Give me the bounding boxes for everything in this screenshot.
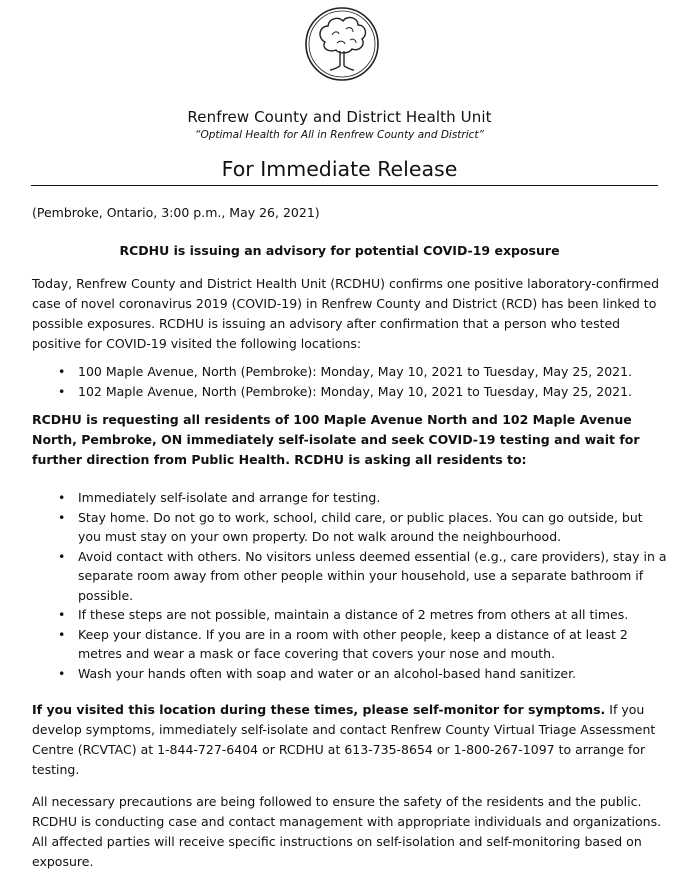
title-divider <box>31 185 658 186</box>
bullet-icon: • <box>58 490 66 505</box>
bullet-icon: • <box>58 607 66 622</box>
location-text: 102 Maple Avenue, North (Pembroke): Monday, May 10, 2021 to Tuesday, May 25, 2021. <box>78 383 633 399</box>
intro-paragraph: Today, Renfrew County and District Health Unit (RCDHU) confirms one positive laboratory-confirmed case of novel coronavirus 2019 (COVID-19) in Renfrew County and District (RCD) has been linked to possible exposures. RCDHU is issuing an advisory after confirmation that a person who tested positive for COVID-19 visited the following locations: <box>32 276 660 351</box>
bullet-icon: • <box>58 383 66 399</box>
organization-tagline: “Optimal Health for All in Renfrew County and District” <box>195 129 484 141</box>
list-item <box>0 508 668 547</box>
advisory-heading: RCDHU is issuing an advisory for potential COVID-19 exposure <box>119 243 560 258</box>
list-item <box>0 488 668 508</box>
self-monitor-lead: If you visited this location during these times, please self-monitor for symptoms. <box>32 702 606 717</box>
bullet-icon: • <box>58 364 66 379</box>
self-monitor-paragraph <box>32 700 664 780</box>
instruction-text: If these steps are not possible, maintain a distance of 2 metres from others at all times. <box>78 607 629 622</box>
list-item <box>0 362 668 382</box>
health-unit-logo <box>303 4 381 84</box>
instructions-list <box>0 488 679 683</box>
list-item <box>0 382 668 402</box>
bullet-icon: • <box>58 548 66 564</box>
release-title: For Immediate Release <box>221 157 458 181</box>
self-monitor-details: If you develop symptoms, immediately self-isolate and contact Renfrew County Virtual Triage Assessment Centre (RCVTAC) at 1-844-727-6404 or RCDHU at 613-735-8654 or 1-800-267-1097 to arrange for testing. <box>32 702 656 777</box>
bullet-icon: • <box>58 509 66 525</box>
organization-name: Renfrew County and District Health Unit <box>187 108 492 126</box>
instruction-text: Keep your distance. If you are in a room with other people, keep a distance of at least 2 metres and wear a mask or face covering that covers your nose and mouth. <box>78 626 628 661</box>
location-text: 100 Maple Avenue, North (Pembroke): Monday, May 10, 2021 to Tuesday, May 25, 2021. <box>78 364 633 379</box>
bullet-icon: • <box>58 665 66 681</box>
list-item <box>0 625 668 664</box>
instruction-text: Stay home. Do not go to work, school, child care, or public places. You can go outside, but you must stay on your own property. Do not walk around the neighbourhood. <box>78 509 643 544</box>
list-item <box>0 664 668 684</box>
instruction-text: Wash your hands often with soap and water or an alcohol-based hand sanitizer. <box>78 665 577 681</box>
residents-request: RCDHU is requesting all residents of 100 Maple Avenue North and 102 Maple Avenue North, Pembroke, ON immediately self-isolate and seek COVID-19 testing and wait for further direction from Public Health. RCDHU is asking all residents to: <box>32 412 640 467</box>
bullet-icon: • <box>58 626 66 642</box>
instruction-text: Immediately self-isolate and arrange for testing. <box>78 490 381 505</box>
instruction-text: Avoid contact with others. No visitors unless deemed essential (e.g., care providers), stay in a separate room away from other people within your household, use a separate bathroom if possible. <box>78 548 667 603</box>
dateline: (Pembroke, Ontario, 3:00 p.m., May 26, 2021) <box>32 205 320 220</box>
list-item <box>0 547 668 606</box>
closing-paragraph: All necessary precautions are being followed to ensure the safety of the residents and the public. RCDHU is conducting case and contact management with appropriate individuals and organizations. All affected parties will receive specific instructions on self-isolation and self-monitoring based on exposure. <box>32 794 662 869</box>
locations-list <box>0 362 679 401</box>
list-item <box>0 605 668 625</box>
